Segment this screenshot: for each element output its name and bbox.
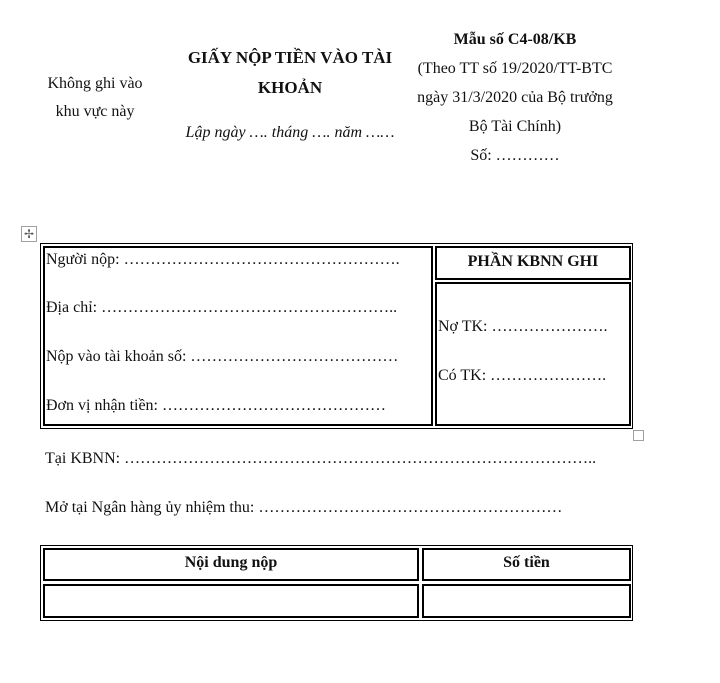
- column-header-content: [43, 548, 419, 581]
- kbnn-body-cell[interactable]: [435, 282, 631, 426]
- reference-line-1: (Theo TT số 19/2020/TT-BTC: [417, 60, 613, 77]
- document-title: [150, 43, 430, 103]
- payer-field[interactable]: Người nộp: …………………………………………….: [46, 251, 400, 268]
- move-icon: ✢: [23, 227, 35, 241]
- no-write-line-1: Không ghi vào: [47, 75, 143, 92]
- address-field[interactable]: Địa chỉ: ………………………………………………..: [46, 299, 398, 316]
- no-write-line-2: khu vực này: [55, 103, 135, 120]
- date-line: Lập ngày …. tháng …. năm ……: [185, 124, 395, 141]
- column-header-amount: [422, 548, 631, 581]
- table-move-handle-icon[interactable]: [21, 226, 37, 242]
- form-code: Mẫu số C4-08/KB: [453, 31, 577, 48]
- kbnn-heading-cell: [435, 246, 631, 280]
- document-number: Số: …………: [470, 147, 560, 164]
- recipient-field[interactable]: Đơn vị nhận tiền: ……………………………………: [46, 397, 386, 414]
- no-write-note: [30, 70, 160, 126]
- column-header-amount-label: Số tiền: [503, 554, 550, 571]
- bank-field[interactable]: Mở tại Ngân hàng ủy nhiệm thu: …………………………………………………: [45, 499, 563, 516]
- reference-line-2: ngày 31/3/2020 của Bộ trưởng: [417, 89, 613, 106]
- table-cell-content[interactable]: [43, 584, 419, 618]
- account-field[interactable]: Nộp vào tài khoản số: …………………………………: [46, 348, 399, 365]
- kbnn-heading: PHẦN KBNN GHI: [467, 253, 599, 270]
- payer-info-cell[interactable]: [43, 246, 433, 426]
- debit-account-field[interactable]: Nợ TK: ………………….: [438, 318, 608, 335]
- column-header-content-label: Nội dung nộp: [184, 554, 278, 571]
- title-line-1: GIẤY NỘP TIỀN VÀO TÀI: [187, 48, 393, 67]
- title-line-2: KHOẢN: [257, 78, 323, 97]
- reference-line-3: Bộ Tài Chính): [468, 118, 562, 135]
- credit-account-field[interactable]: Có TK: ………………….: [438, 367, 607, 384]
- treasury-field[interactable]: Tại KBNN: ……………………………………………………………………………..: [45, 450, 597, 467]
- form-code-block: [395, 25, 635, 170]
- table-resize-handle[interactable]: [633, 430, 644, 441]
- table-cell-amount[interactable]: [422, 584, 631, 618]
